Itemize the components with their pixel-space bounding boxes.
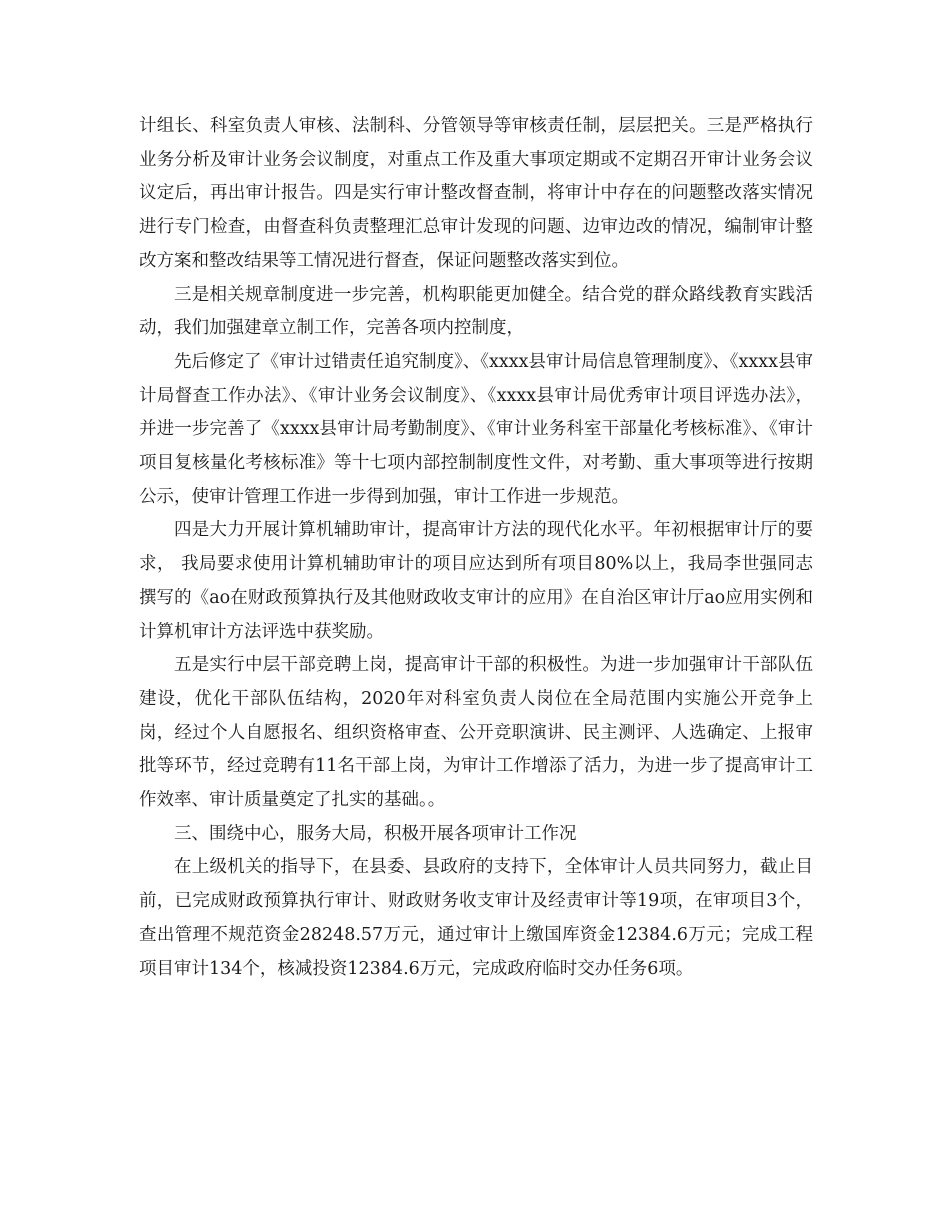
paragraph-7: 在上级机关的指导下，在县委、县政府的支持下，全体审计人员共同努力，截止目前，已完成财政预算执行审计、财政财务收支审计及经责审计等19项，在审项目3个，查出管理不规范资金28248.57万元，通过审计上缴国库资金12384.6万元；完成工程项目审计134个，核减投资12384.6万元，完成政府临时交办任务6项。 xyxy=(139,857,813,979)
paragraph-2: 三是相关规章制度进一步完善，机构职能更加健全。结合党的群众路线教育实践活动，我们加强建章立制工作，完善各项内控制度， xyxy=(139,284,813,339)
paragraph-4: 四是大力开展计算机辅助审计，提高审计方法的现代化水平。年初根据审计厅的要求， 我局要求使用计算机辅助审计的项目应达到所有项目80%以上，我局李世强同志撰写的《ao在财政预算执行及其他财政收支审计的应用》在自治区审计厅ao应用实例和计算机审计方法评选中获奖励。 xyxy=(139,520,813,642)
paragraph-5: 五是实行中层干部竞聘上岗，提高审计干部的积极性。为进一步加强审计干部队伍建设，优化干部队伍结构，2020年对科室负责人岗位在全局范围内实施公开竞争上岗，经过个人自愿报名、组织资格审查、公开竞职演讲、民主测评、人选确定、上报审批等环节，经过竞聘有11名干部上岗，为审计工作增添了活力，为进一步了提高审计工作效率、审计质量奠定了扎实的基础。。 xyxy=(139,655,813,811)
document-page xyxy=(139,110,813,986)
section-heading: 三、围绕中心，服务大局，积极开展各项审计工作况 xyxy=(174,823,577,844)
paragraph-3: 先后修定了《审计过错责任追究制度》、《xxxx县审计局信息管理制度》、《xxxx县审计局督查工作办法》、《审计业务会议制度》、《xxxx县审计局优秀审计项目评选办法》，并进一步完善了《xxxx县审计局考勤制度》、《审计业务科室干部量化考核标准》、《审计项目复核量化考核标准》等十七项内部控制制度性文件，对考勤、重大事项等进行按期公示，使审计管理工作进一步得到加强，审计工作进一步规范。 xyxy=(139,351,813,507)
paragraph-1: 计组长、科室负责人审核、法制科、分管领导等审核责任制，层层把关。三是严格执行业务分析及审计业务会议制度，对重点工作及重大事项定期或不定期召开审计业务会议议定后，再出审计报告。四是实行审计整改督查制，将审计中存在的问题整改落实情况进行专门检查，由督查科负责整理汇总审计发现的问题、边审边改的情况，编制审计整改方案和整改结果等工情况进行督查，保证问题整改落实到位。 xyxy=(139,116,813,271)
